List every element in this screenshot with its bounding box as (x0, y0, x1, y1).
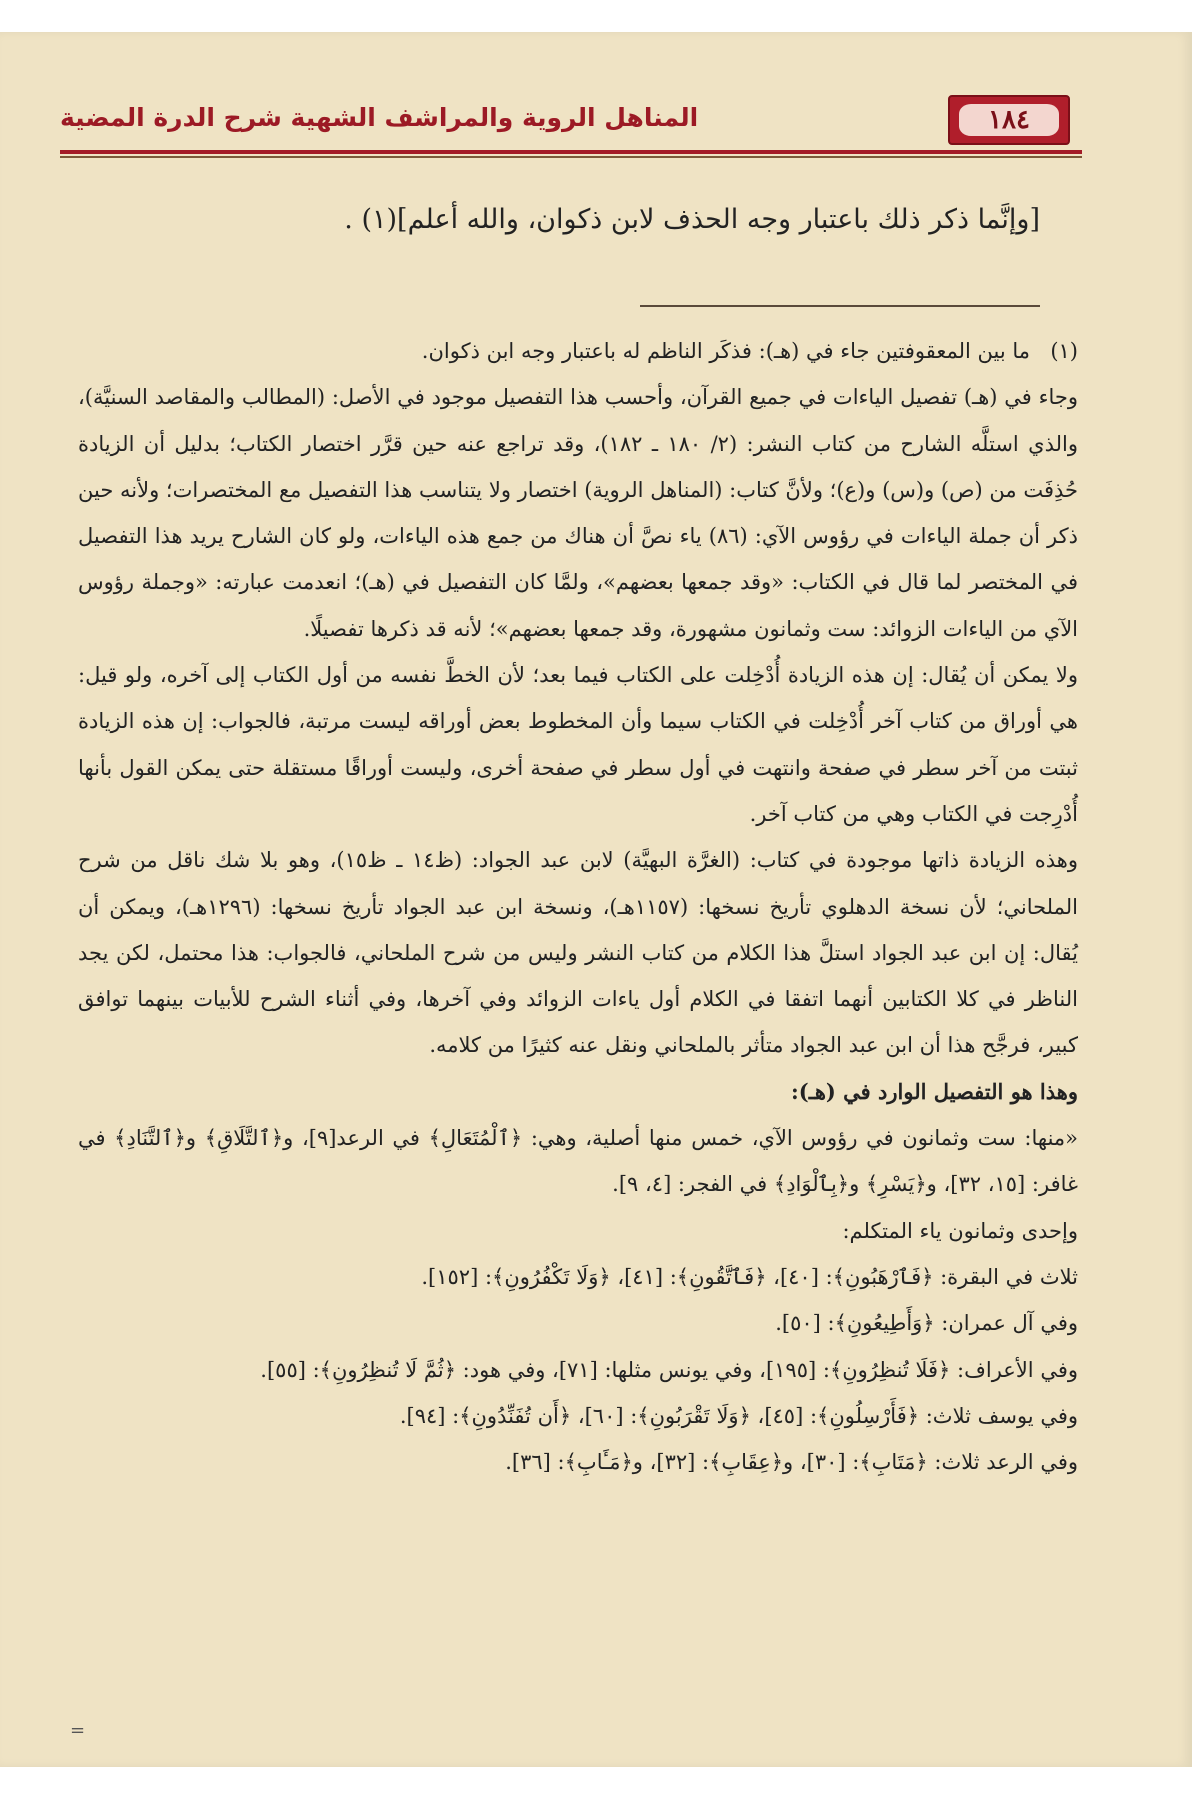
footnote-line: وفي يوسف ثلاث: ﴿فَأَرْسِلُونِ﴾: [٤٥]، ﴿وَلَا تَقْرَبُونِ﴾: [٦٠]، ﴿أَن تُفَنِّدُونِ﴾: [٩٤]. (399, 1403, 1078, 1428)
header-rule (60, 150, 1082, 154)
footnote-divider (640, 305, 1040, 307)
footnote-line: ما بين المعقوفتين جاء في (هـ): فذكَر الناظم له باعتبار وجه ابن ذكوان. (421, 339, 1030, 363)
footnote-number: (١) (1050, 339, 1078, 363)
page-header (60, 95, 1080, 155)
footnote-line: وفي الأعراف: ﴿فَلَا تُنظِرُونِ﴾: [١٩٥]، وفي يونس مثلها: [٧١]، وفي هود: ﴿ثُمَّ لَا تُنظِرُونِ﴾: [٥٥]. (260, 1357, 1078, 1382)
footnote-subheading: وهذا هو التفصيل الوارد في (هـ): (791, 1078, 1078, 1104)
footnote-paragraph: وهذه الزيادة ذاتها موجودة في كتاب: (الغرَّة البهيَّة) لابن عبد الجواد: (ظ١٤ ـ ظ١٥)، وهو بلا شك ناقل من شرح الملحاني؛ لأن نسخة الدهلوي تأريخ نسخها: (١١٥٧هـ)، ونسخة ابن عبد الجواد تأريخ نسخها: (١٢٩٦هـ)، ويمكن أن يُقال: إن ابن عبد الجواد استلَّ هذا الكلام من كتاب النشر وليس من شرح الملحاني، فالجواب: هذا محتمل، لكن يجد الناظر في كلا الكتابين أنهما اتفقا في الكلام أول ياءات الزوائد وفي آخرها، وفي أثناء الشرح للأبيات بينهما توافق كبير، فرجَّح هذا أن ابن عبد الجواد متأثر بالملحاني ونقل عنه كثيرًا من كلامه. (78, 848, 1079, 1058)
footnote-paragraph: وجاء في (هـ) تفصيل الياءات في جميع القرآن، وأحسب هذا التفصيل موجود في الأصل: (المطالب والمقاصد السنيَّة)، والذي استلَّه الشارح من كتاب النشر: (٢/ ١٨٠ ـ ١٨٢)، وقد تراجع عنه حين قرَّر اختصار الكتاب؛ بدليل أن الزيادة حُذِفَت من (ص) و(س) و(ع)؛ ولأنَّ كتاب: (المناهل الروية) اختصار ولا يتناسب هذا التفصيل مع المختصرات؛ ولأنه حين ذكر أن جملة الياءات في رؤوس الآي: (٨٦) ياء نصَّ أن هناك من جمع هذه الياءات، ولو كان الشارح يريد هذا التفصيل في المختصر لما قال في الكتاب: «وقد جمعها بعضهم»، ولمَّا كان التفصيل في (هـ)؛ انعدمت عبارته: «وجملة رؤوس الآي من الياءات الزوائد: ست وثمانون مشهورة، وقد جمعها بعضهم»؛ لأنه قد ذكرها تفصيلًا. (78, 385, 1078, 641)
running-title: المناهل الروية والمراشف الشهية شرح الدرة المضية (60, 103, 699, 132)
footnote-line: ثلاث في البقرة: ﴿فَٱرْهَبُونِ﴾: [٤٠]، ﴿فَٱتَّقُونِ﴾: [٤١]، ﴿وَلَا تَكْفُرُونِ﴾: [١٥٢]. (421, 1264, 1078, 1289)
page-number: ١٨٤ (959, 104, 1059, 136)
main-text: [وإنَّما ذكر ذلك باعتبار وجه الحذف لابن ذكوان، والله أعلم](١) . (344, 204, 1040, 235)
footnote-paragraph: «منها: ست وثمانون في رؤوس الآي، خمس منها أصلية، وهي: ﴿ٱلْمُتَعَالِ﴾ في الرعد[٩]، و﴿ٱلتَّلَاقِ﴾ و﴿ٱلتَّنَادِ﴾ في غافر: [١٥، ٣٢]، و﴿يَسْرِ﴾ و﴿بِٱلْوَادِ﴾ في الفجر: [٤، ٩]. (78, 1126, 1079, 1197)
page-number-badge (948, 95, 1070, 145)
footnote-line: وفي آل عمران: ﴿وَأَطِيعُونِ﴾: [٥٠]. (775, 1311, 1078, 1336)
footnote-line: وإحدى وثمانون ياء المتكلم: (842, 1218, 1078, 1243)
footnote-line: وفي الرعد ثلاث: ﴿مَتَابِ﴾: [٣٠]، و﴿عِقَابِ﴾: [٣٢]، و﴿مَـَٔابِ﴾: [٣٦]. (505, 1450, 1078, 1475)
footnote-first (78, 328, 1078, 374)
margin-mark: = (70, 1720, 86, 1741)
footnote-block (78, 328, 1078, 1485)
footnote-paragraph: ولا يمكن أن يُقال: إن هذه الزيادة أُدْخِلت على الكتاب فيما بعد؛ لأن الخطَّ نفسه من أول الكتاب إلى آخره، ولو قيل: هي أوراق من كتاب آخر أُدْخِلت في الكتاب سيما وأن المخطوط بعض أوراقه ليست مرتبة، فالجواب: إن هذه الزيادة ثبتت من آخر سطر في صفحة وانتهت في أول سطر في صفحة أخرى، وليست أوراقًا مستقلة حتى يمكن القول بأنها أُدْرِجت في الكتاب وهي من كتاب آخر. (78, 663, 1078, 826)
header-rule-thin (60, 156, 1082, 158)
